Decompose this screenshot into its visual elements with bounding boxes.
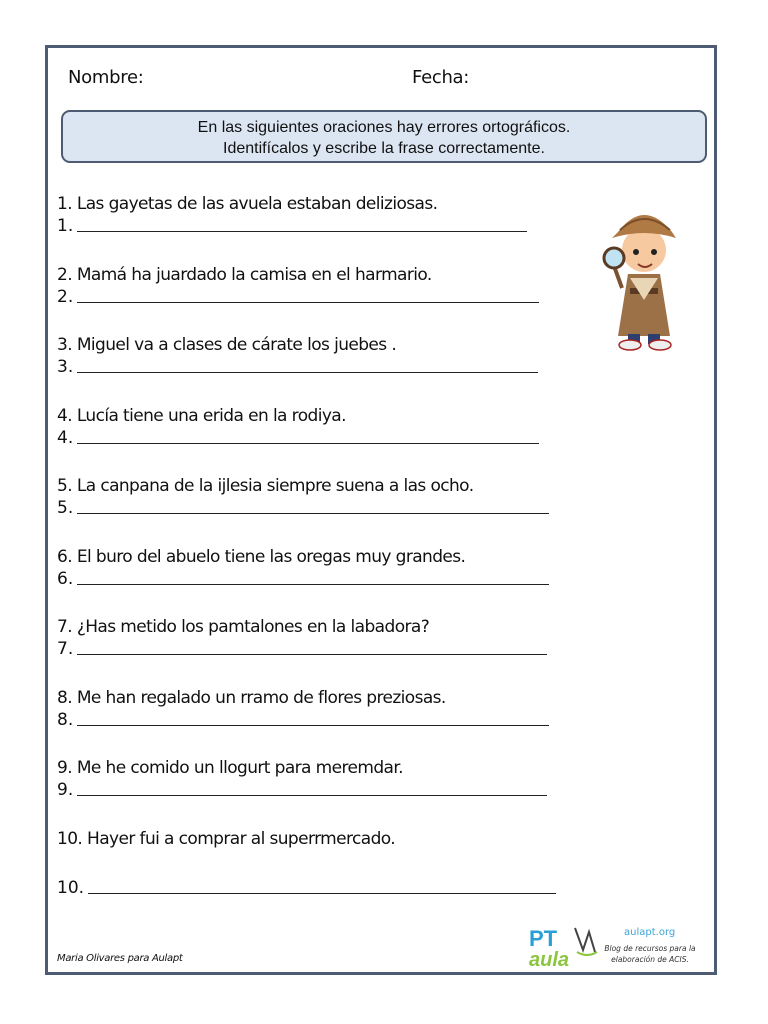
aulapt-logo (527, 922, 601, 968)
answer-line[interactable] (77, 794, 547, 796)
answer-row (57, 357, 538, 377)
answer-number: 5. (57, 498, 74, 518)
answer-row (57, 498, 549, 518)
logo-pt-text: PT (529, 926, 558, 951)
answer-row (57, 216, 527, 236)
detective-illustration (600, 188, 688, 352)
answer-line[interactable] (77, 653, 547, 655)
instructions-line-1: En las siguientes oraciones hay errores ortográficos. (197, 119, 571, 136)
answer-line[interactable] (77, 583, 549, 585)
logo-url: aulapt.org (624, 927, 676, 938)
exercise-sentence: 6. El buro del abuelo tiene las oregas muy grandes. (57, 547, 466, 567)
answer-line[interactable] (77, 301, 539, 303)
answer-row (57, 780, 547, 800)
logo-description: Blog de recursos para la elaboración de ACIS. (604, 944, 696, 964)
exercise-sentence: 4. Lucía tiene una erida en la rodiya. (57, 406, 346, 426)
author-credit: Maria Olivares para Aulapt (57, 953, 183, 964)
instructions-box (61, 110, 707, 163)
answer-number: 1. (57, 216, 74, 236)
answer-row (57, 639, 547, 659)
exercise-sentence: 2. Mamá ha juardado la camisa en el harmario. (57, 265, 432, 285)
answer-line[interactable] (77, 371, 538, 373)
answer-row (57, 878, 556, 898)
answer-row (57, 287, 539, 307)
exercise-sentence: 8. Me han regalado un rramo de flores preziosas. (57, 688, 446, 708)
answer-number: 8. (57, 710, 74, 730)
exercise-sentence: 10. Hayer fui a comprar al superrmercado. (57, 829, 396, 849)
exercise-sentence: 3. Miguel va a clases de cárate los juebes . (57, 335, 397, 355)
answer-number: 6. (57, 569, 74, 589)
exercise-sentence: 9. Me he comido un llogurt para meremdar. (57, 758, 403, 778)
answer-number: 2. (57, 287, 74, 307)
answer-line[interactable] (88, 892, 556, 894)
nombre-label: Nombre: (68, 67, 144, 88)
answer-line[interactable] (77, 442, 539, 444)
fecha-label: Fecha: (412, 67, 470, 88)
answer-row (57, 428, 539, 448)
answer-number: 7. (57, 639, 74, 659)
answer-row (57, 569, 549, 589)
exercise-sentence: 1. Las gayetas de las avuela estaban deliziosas. (57, 194, 438, 214)
answer-number: 4. (57, 428, 74, 448)
answer-line[interactable] (77, 724, 549, 726)
answer-line[interactable] (77, 230, 527, 232)
answer-number: 3. (57, 357, 74, 377)
answer-number: 9. (57, 780, 74, 800)
instructions-line-2: Identifícalos y escribe la frase correctamente. (223, 140, 545, 157)
logo-aula-text: aula (529, 949, 570, 968)
exercise-sentence: 7. ¿Has metido los pamtalones en la labadora? (57, 617, 430, 637)
answer-line[interactable] (77, 512, 549, 514)
answer-row (57, 710, 549, 730)
exercise-sentence: 5. La canpana de la ijlesia siempre suena a las ocho. (57, 476, 474, 496)
answer-number: 10. (57, 878, 85, 898)
